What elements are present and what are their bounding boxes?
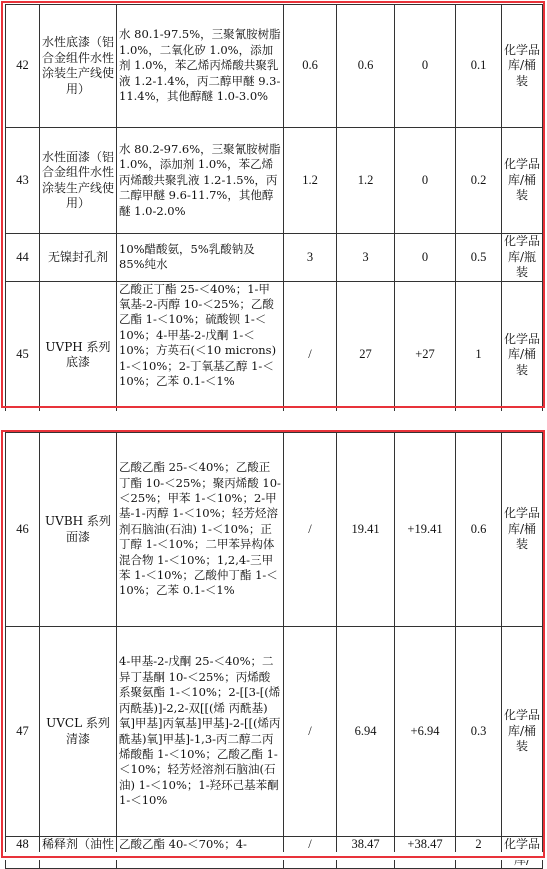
table-row [6, 5, 543, 128]
page-bottom-cut [0, 852, 547, 860]
material-name: 水性底漆（铝合金组件水性涂装生产线使用） [40, 5, 117, 128]
value-storage: 0.1 [456, 5, 502, 128]
table-row [6, 627, 543, 837]
value-storage: 2 [456, 837, 502, 869]
table-row [6, 433, 543, 627]
composition: 水 80.2-97.6%，三聚氰胺树脂 1.0%，添加剂 1.0%，苯乙烯丙烯酸共聚乳液 1.2-1.5%，丙二醇甲醚 9.6-11.7%，其他醇醚 1.0-2.0% [117, 128, 284, 234]
composition: 4-甲基-2-戊酮 25-＜40%；二异丁基酮 10-＜25%；丙烯酸系聚氨酯 1-＜10%；2-[[3-[(烯丙酰基)]-2,2-双[[(烯 丙酰基)氧]甲基]丙氧基]甲基]-2-[[(烯丙酰基)氧]甲基]-1,3-丙二醇二丙烯酸酯 1-＜10%；乙酸乙酯 1-＜10%；轻芳烃溶剂石脑油(石油) 1-＜10%；1-羟环己基苯酮 1-＜10% [117, 627, 284, 837]
value-after: 27 [337, 281, 395, 429]
value-change: +27 [395, 281, 456, 429]
storage-location: 化学品库/桶装 [502, 5, 543, 128]
material-name: UVBH 系列面漆 [40, 433, 117, 627]
table-row [6, 234, 543, 282]
value-change: 0 [395, 5, 456, 128]
value-before: / [284, 281, 337, 429]
value-storage: 0.2 [456, 128, 502, 234]
value-storage: 0.6 [456, 433, 502, 627]
value-after: 3 [337, 234, 395, 282]
row-number: 44 [6, 234, 40, 282]
value-before: / [284, 627, 337, 837]
value-before: / [284, 837, 337, 869]
value-change: +6.94 [395, 627, 456, 837]
row-number: 45 [6, 281, 40, 429]
value-after: 6.94 [337, 627, 395, 837]
storage-location: 化学品库/桶装 [502, 128, 543, 234]
value-change: 0 [395, 128, 456, 234]
material-name: UVPH 系列底漆 [40, 281, 117, 429]
material-name: 稀释剂（油性 [40, 837, 117, 869]
value-storage: 1 [456, 281, 502, 429]
table-row [6, 281, 543, 429]
storage-location: 化学品库/桶装 [502, 281, 543, 429]
value-after: 19.41 [337, 433, 395, 627]
composition: 乙酸正丁酯 25-＜40%；1-甲氧基-2-丙醇 10-＜25%；乙酸乙酯 1-＜10%；硫酸钡 1-＜10%；4-甲基-2-戊酮 1-＜10%；方英石(＜10 microns) 1-＜10%；2-丁氧基乙醇 1-＜10%；乙苯 0.1-＜1% [117, 281, 284, 429]
composition: 乙酸乙酯 40-＜70%；4- [117, 837, 284, 869]
material-name: UVCL 系列清漆 [40, 627, 117, 837]
value-storage: 0.3 [456, 627, 502, 837]
storage-location: 化学品 [502, 837, 543, 869]
value-after: 0.6 [337, 5, 395, 128]
row-number: 42 [6, 5, 40, 128]
value-before: 3 [284, 234, 337, 282]
material-name: 水性面漆（铝合金组件水性涂装生产线使用） [40, 128, 117, 234]
storage-location: 化学品库/桶装 [502, 627, 543, 837]
value-change: +19.41 [395, 433, 456, 627]
value-before: 1.2 [284, 128, 337, 234]
composition: 水 80.1-97.5%，三聚氰胺树脂 1.0%，二氧化矽 1.0%，添加剂 1.0%，苯乙烯丙烯酸共聚乳液 1.2-1.4%，丙二醇甲醚 9.3-11.4%，其他醇醚 1.0-3.0% [117, 5, 284, 128]
composition: 乙酸乙酯 25-＜40%；乙酸正丁酯 10-＜25%；聚丙烯酸 10-＜25%；甲苯 1-＜10%；2-甲基-1-丙醇 1-＜10%；轻芳烃溶剂石脑油(石油) 1-＜10%；正丁醇 1-＜10%；二甲苯异构体混合物 1-＜10%；1,2,4-三甲苯 1-＜10%；乙酸仲丁酯 1-＜10%；乙苯 0.1-＜1% [117, 433, 284, 627]
composition: 10%醋酸氨，5%乳酸钠及 85%纯水 [117, 234, 284, 282]
value-after: 1.2 [337, 128, 395, 234]
table-row [6, 128, 543, 234]
value-before: / [284, 433, 337, 627]
row-number: 46 [6, 433, 40, 627]
materials-table-bottom [5, 432, 543, 869]
storage-location: 化学品库/桶装 [502, 433, 543, 627]
value-change: +38.47 [395, 837, 456, 869]
materials-table-top [5, 4, 543, 430]
value-change: 0 [395, 234, 456, 282]
value-storage: 0.5 [456, 234, 502, 282]
row-number: 43 [6, 128, 40, 234]
row-number: 47 [6, 627, 40, 837]
value-before: 0.6 [284, 5, 337, 128]
page-gap [0, 411, 547, 432]
storage-location: 化学品库/瓶装 [502, 234, 543, 282]
value-after: 38.47 [337, 837, 395, 869]
material-name: 无镍封孔剂 [40, 234, 117, 282]
row-number: 48 [6, 837, 40, 869]
